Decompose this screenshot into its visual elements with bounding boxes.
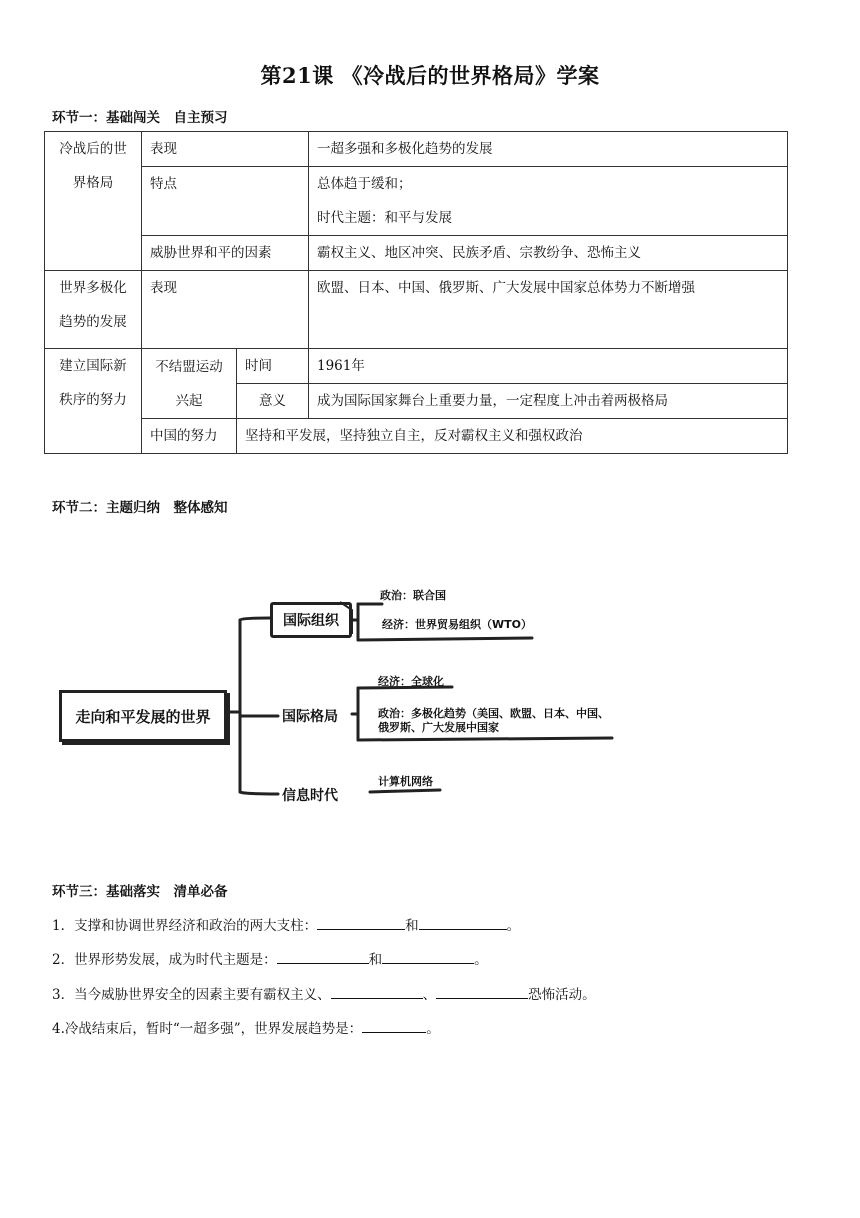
sub-group-nonaligned: 不结盟运动兴起	[142, 349, 237, 419]
mind-map-leaf: 政治：联合国	[380, 589, 446, 602]
row-label: 威胁世界和平的因素	[142, 236, 309, 271]
mind-map-connectors	[52, 552, 622, 802]
mind-map-leaf: 经济：全球化	[378, 675, 444, 688]
answer-blank[interactable]	[436, 984, 528, 999]
row-value: 坚持和平发展，坚持独立自主，反对霸权主义和强权政治	[237, 419, 788, 454]
mind-map-branch-info-age: 信息时代	[282, 788, 338, 804]
answer-blank[interactable]	[277, 949, 369, 964]
mind-map-root: 走向和平发展的世界	[59, 690, 227, 742]
row-label: 中国的努力	[142, 419, 237, 454]
mind-map-leaf: 经济：世界贸易组织（WTO）	[382, 618, 532, 631]
answer-blank[interactable]	[331, 984, 423, 999]
answer-blank[interactable]	[362, 1018, 426, 1033]
mind-map-leaf: 政治：多极化趋势（美国、欧盟、日本、中国、	[378, 707, 609, 720]
section-1-heading: 环节一：基础闯关 自主预习	[52, 110, 228, 126]
row-label: 特点	[142, 167, 309, 236]
section-3-heading: 环节三：基础落实 清单必备	[52, 884, 228, 900]
question-1: 1．支撑和协调世界经济和政治的两大支柱： 和 。	[52, 914, 520, 934]
mind-map-branch-intl-pattern: 国际格局	[282, 709, 338, 725]
row-value: 总体趋于缓和； 时代主题：和平与发展	[309, 167, 788, 236]
row-value: 一超多强和多极化趋势的发展	[309, 132, 788, 167]
answer-blank[interactable]	[317, 915, 405, 930]
row-label: 意义	[237, 384, 309, 419]
row-label: 表现	[142, 132, 309, 167]
group-postwar-pattern: 冷战后的世界格局	[45, 132, 142, 271]
row-label: 表现	[142, 271, 309, 349]
mind-map-leaf: 俄罗斯、广大发展中国家	[378, 721, 499, 734]
row-value: 1961年	[309, 349, 788, 384]
group-multipolar: 世界多极化趋势的发展	[45, 271, 142, 349]
page-title: 第21课 《冷战后的世界格局》学案	[260, 63, 600, 88]
group-new-order: 建立国际新秩序的努力	[45, 349, 142, 454]
section-2-heading: 环节二：主题归纳 整体感知	[52, 500, 228, 516]
row-value: 霸权主义、地区冲突、民族矛盾、宗教纷争、恐怖主义	[309, 236, 788, 271]
answer-blank[interactable]	[382, 949, 474, 964]
row-value: 欧盟、日本、中国、俄罗斯、广大发展中国家总体势力不断增强	[309, 271, 788, 349]
mind-map-branch-intl-org: 国际组织	[270, 602, 352, 638]
knowledge-table	[44, 131, 788, 454]
question-4: 4.冷战结束后，暂时“一超多强”，世界发展趋势是： 。	[52, 1017, 440, 1037]
mind-map	[52, 552, 622, 802]
row-value: 成为国际国家舞台上重要力量，一定程度上冲击着两极格局	[309, 384, 788, 419]
row-label: 时间	[237, 349, 309, 384]
question-2: 2．世界形势发展，成为时代主题是： 和 。	[52, 948, 488, 968]
mind-map-leaf: 计算机网络	[378, 775, 433, 788]
answer-blank[interactable]	[419, 915, 507, 930]
question-3: 3．当今威胁世界安全的因素主要有霸权主义、 、 恐怖活动。	[52, 983, 596, 1003]
